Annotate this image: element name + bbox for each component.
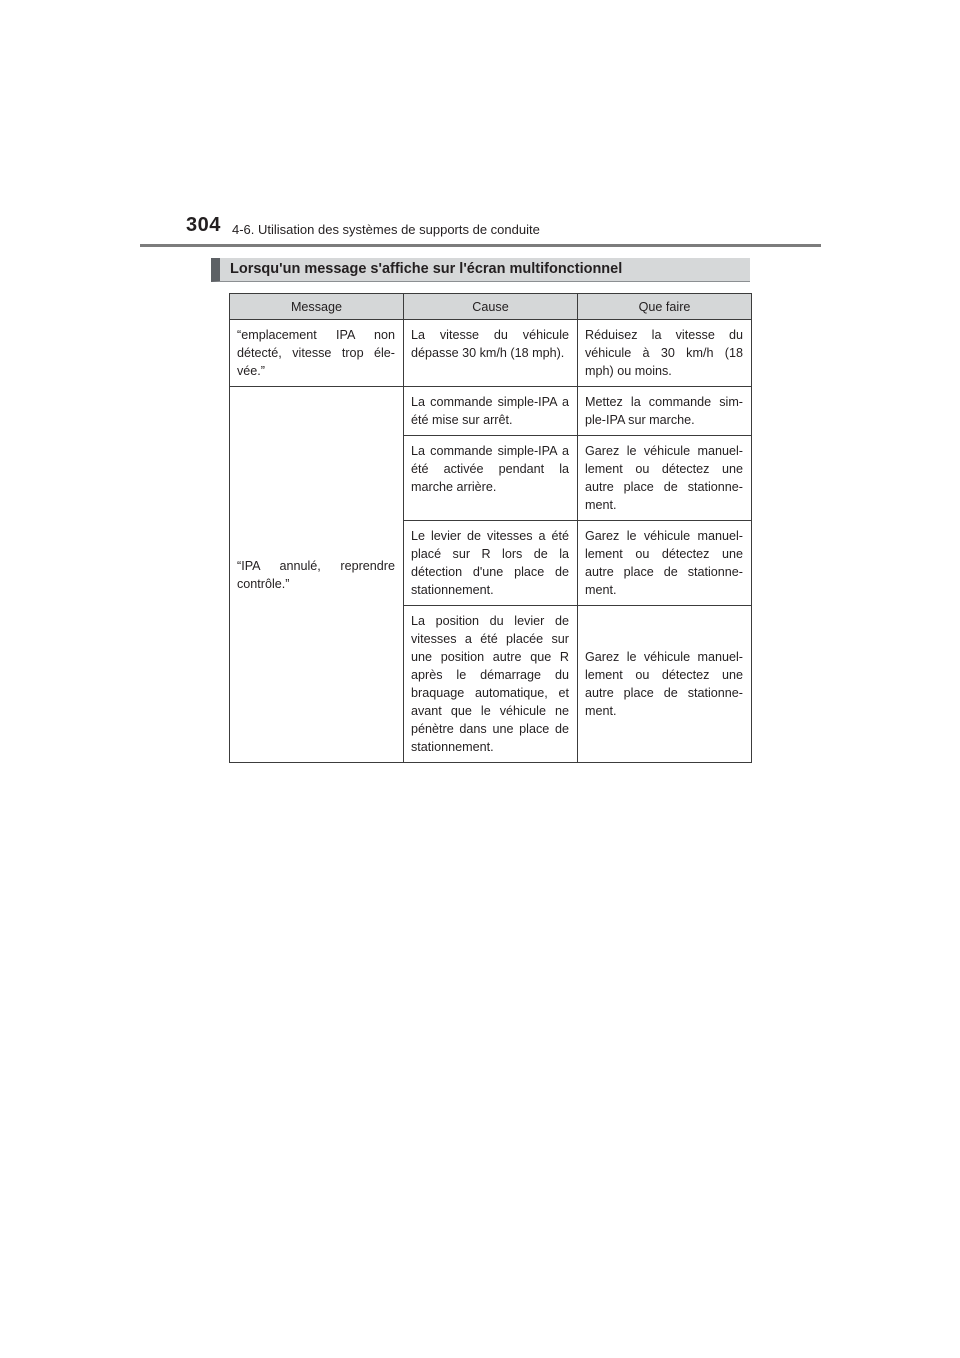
cause-cell: La commande simple-IPA a été mise sur arrêt. — [404, 387, 578, 436]
message-table — [229, 293, 752, 763]
cause-cell: La commande simple-IPA a été activée pendant la marche arrière. — [404, 436, 578, 521]
action-cell: Mettez la commande sim-ple-IPA sur marche. — [578, 387, 752, 436]
cause-cell: Le levier de vitesses a été placé sur R lors de la détection d'une place de stationnement. — [404, 521, 578, 606]
action-cell: Réduisez la vitesse du véhicule à 30 km/h (18 mph) ou moins. — [578, 320, 752, 387]
cause-cell: La position du levier de vitesses a été placée sur une position autre que R après le démarrage du braquage automatique, et avant que le véhicule ne pénètre dans une place de stationnement. — [404, 606, 578, 763]
action-cell: Garez le véhicule manuel-lement ou détectez une autre place de stationne-ment. — [578, 436, 752, 521]
table-header-row — [230, 294, 752, 320]
column-header-action: Que faire — [578, 294, 752, 320]
cause-cell: La vitesse du véhicule dépasse 30 km/h (18 mph). — [404, 320, 578, 387]
section-heading — [211, 258, 750, 282]
column-header-message: Message — [230, 294, 404, 320]
section-heading-text: Lorsqu'un message s'affiche sur l'écran multifonctionnel — [230, 261, 623, 277]
table-row — [230, 320, 752, 387]
page-number: 304 — [186, 214, 221, 236]
action-cell: Garez le véhicule manuel-lement ou détectez une autre place de stationne-ment. — [578, 606, 752, 763]
chapter-title: 4-6. Utilisation des systèmes de supports de conduite — [232, 222, 540, 237]
table-row — [230, 387, 752, 436]
message-cell: “IPA annulé, reprendre contrôle.” — [230, 387, 404, 763]
message-cell: “emplacement IPA non détecté, vitesse trop éle-vée.” — [230, 320, 404, 387]
action-cell: Garez le véhicule manuel-lement ou détectez une autre place de stationne-ment. — [578, 521, 752, 606]
column-header-cause: Cause — [404, 294, 578, 320]
header-divider — [140, 244, 821, 247]
